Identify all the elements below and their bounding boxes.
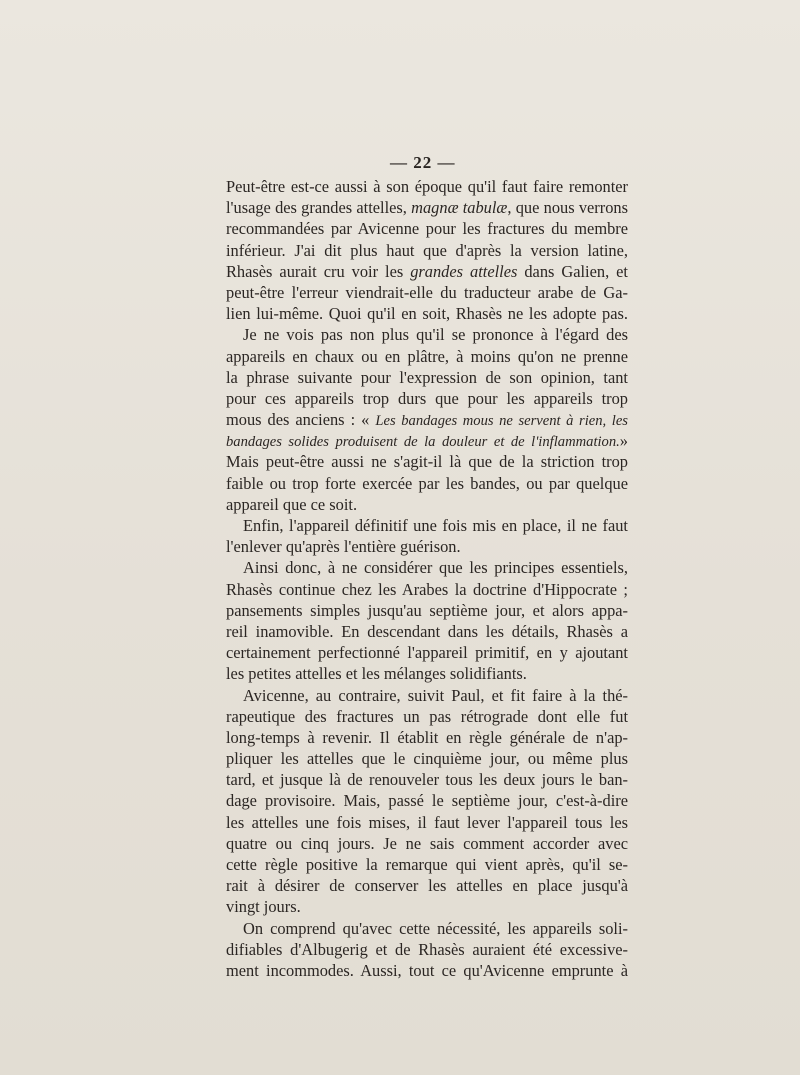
text-run: »: [619, 431, 628, 451]
text-line: [226, 240, 628, 261]
text-line: [226, 324, 628, 345]
italic-run: magnæ tabulæ: [411, 198, 508, 218]
text-line: [226, 346, 628, 367]
text-run: reil inamovible. En descendant dans les détails, Rhasès a: [226, 621, 628, 641]
text-run: pansements simples jusqu'au septième jour, et alors appa-: [226, 600, 628, 620]
text-line: [226, 727, 628, 748]
text-line: [226, 473, 628, 494]
text-run: Peut-être est-ce aussi à son époque qu'il faut faire remonter: [226, 177, 628, 196]
text-line: [226, 833, 628, 854]
text-run: certainement perfectionné l'appareil primitif, en y ajoutant: [226, 643, 628, 663]
text-line: [226, 939, 628, 960]
text-line: [226, 621, 628, 642]
text-run: vingt jours.: [226, 897, 301, 917]
text-line: [226, 812, 628, 833]
text-run: Ainsi donc, à ne considérer que les principes essentiels,: [243, 558, 628, 578]
text-run: faible ou trop forte exercée par les bandes, ou par quelque: [226, 473, 628, 493]
text-line: [226, 176, 628, 197]
text-run: les petites attelles et les mélanges solidifiants.: [226, 664, 527, 684]
text-run: ment incommodes. Aussi, tout ce qu'Avicenne emprunte à: [226, 960, 628, 980]
text-line: [226, 261, 628, 282]
text-line: [226, 748, 628, 769]
italic-run: bandages solides produisent de la douleur et de l'inflammation.: [226, 434, 620, 451]
text-line: [226, 600, 628, 621]
text-run: rapeutique des fractures un pas rétrograde dont elle fut: [226, 706, 628, 726]
text-line: [226, 579, 628, 600]
text-run: Enfin, l'appareil définitif une fois mis en place, il ne faut: [243, 516, 628, 535]
text-run: Mais peut-être aussi ne s'agit-il là que de la striction trop: [226, 452, 628, 472]
text-run: On comprend qu'avec cette nécessité, les appareils soli-: [243, 918, 628, 938]
text-run: dans Galien, et: [517, 261, 628, 281]
italic-run: Les bandages mous ne servent à rien, les: [375, 413, 628, 430]
text-run: quatre ou cinq jours. Je ne sais comment accorder avec: [226, 833, 628, 853]
text-run: l'enlever qu'après l'entière guérison.: [226, 537, 461, 557]
text-run: pour ces appareils trop durs que pour les appareils trop: [226, 388, 628, 408]
text-line: [226, 685, 628, 706]
text-line: [226, 367, 628, 388]
text-run: Je ne vois pas non plus qu'il se prononce à l'égard des: [243, 325, 628, 345]
text-run: les attelles une fois mises, il faut lever l'appareil tous les: [226, 812, 628, 832]
text-run: pliquer les attelles que le cinquième jour, ou même plus: [226, 749, 628, 769]
text-line: [226, 706, 628, 727]
text-line: [226, 536, 628, 557]
text-line: [226, 282, 628, 303]
text-line: [226, 642, 628, 663]
text-run: mous des anciens : «: [226, 410, 376, 430]
text-line: [226, 896, 628, 917]
text-line: [226, 409, 628, 430]
text-run: appareil que ce soit.: [226, 494, 358, 514]
text-run: rait à désirer de conserver les attelles en place jusqu'à: [226, 876, 628, 896]
text-run: Rhasès continue chez les Arabes la doctrine d'Hippocrate ;: [226, 579, 628, 599]
text-line: [226, 557, 628, 578]
text-line: [226, 875, 628, 896]
text-run: lien lui-même. Quoi qu'il en soit, Rhasès ne les adopte pas.: [226, 304, 628, 324]
text-run: inférieur. J'ai dit plus haut que d'après la version latine,: [226, 240, 628, 260]
text-line: [226, 303, 628, 324]
text-run: appareils en chaux ou en plâtre, à moins qu'on ne prenne: [226, 346, 628, 366]
text-line: [226, 960, 628, 981]
text-line: [226, 790, 628, 811]
italic-run: grandes attelles: [410, 261, 518, 281]
text-run: dage provisoire. Mais, passé le septième jour, c'est-à-dire: [226, 791, 628, 811]
text-line: [226, 854, 628, 875]
text-line: [226, 218, 628, 239]
text-line: [226, 451, 628, 472]
text-run: l'usage des grandes attelles,: [226, 198, 412, 218]
text-run: cette règle positive la remarque qui vient après, qu'il se-: [226, 855, 628, 874]
text-run: peut-être l'erreur viendrait-elle du traducteur arabe de Ga-: [226, 282, 628, 302]
text-line: [226, 515, 628, 536]
text-line: [226, 663, 628, 684]
text-run: long-temps à revenir. Il établit en règle générale de n'ap-: [226, 727, 628, 747]
text-run: tard, et jusque là de renouveler tous les deux jours le ban-: [226, 770, 628, 790]
body-text: [226, 176, 628, 981]
text-run: recommandées par Avicenne pour les fractures du membre: [226, 219, 628, 239]
text-line: [226, 494, 628, 515]
text-run: , que nous verrons: [507, 198, 628, 218]
text-line: [226, 918, 628, 939]
text-line: [226, 430, 628, 451]
text-line: [226, 388, 628, 409]
text-run: la phrase suivante pour l'expression de son opinion, tant: [226, 367, 628, 387]
text-run: difiables d'Albugerig et de Rhasès auraient été excessive-: [226, 939, 628, 959]
text-run: Rhasès aurait cru voir les: [226, 261, 411, 281]
text-line: [226, 769, 628, 790]
text-run: Avicenne, au contraire, suivit Paul, et fit faire à la thé-: [243, 685, 628, 705]
page-number: — 22 —: [390, 153, 456, 172]
text-line: [226, 197, 628, 218]
